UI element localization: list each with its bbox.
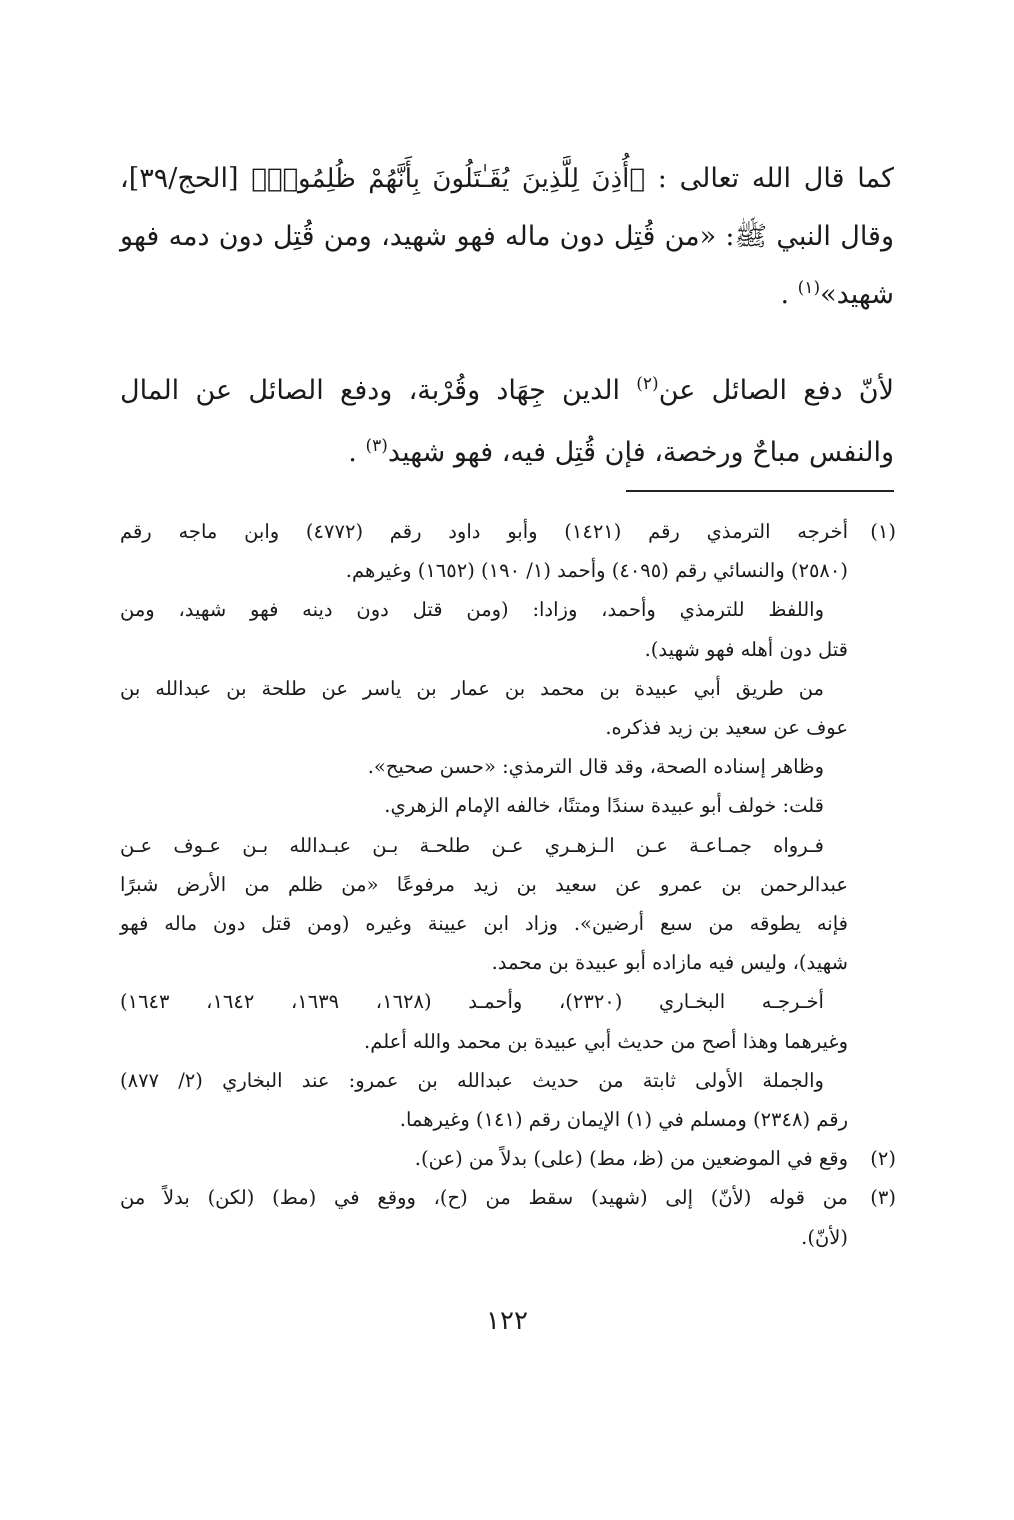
footnote-1-line: قلت: خولف أبو عبيدة سندًا ومتنًا، خالفه الإمام الزهري.	[384, 794, 824, 818]
footnote-2-number: (٢)	[870, 1147, 896, 1171]
footnote-separator	[626, 490, 894, 492]
paragraph-2-end: .	[348, 437, 366, 468]
footnote-1-line: عوف عن سعيد بن زيد فذكره.	[605, 716, 848, 740]
footnote-2-line: وقع في الموضعين من (ظ، مط) (على) بدلاً من (عن).	[414, 1147, 848, 1171]
footnote-1-line: (٢٥٨٠) والنسائي رقم (٤٠٩٥) وأحمد (١/ ١٩٠) (١٦٥٢) وغيرهم.	[345, 559, 848, 583]
footnote-1-line: أخـرجـه البخـاري (٢٣٢٠)، وأحمـد (١٦٢٨، ١٦٣٩، ١٦٤٢، ١٦٤٣)	[120, 990, 824, 1014]
footnote-1-line: وغيرهما وهذا أصح من حديث أبي عبيدة بن محمد والله أعلم.	[364, 1029, 848, 1053]
paragraph-2-part-2: الدين جِهَاد وقُرْبة، ودفع الصائل عن المال والنفس مباحٌ ورخصة، فإن قُتِل فيه، فهو شهيد	[120, 375, 894, 468]
footnote-2-body	[120, 1139, 848, 1178]
footnote-3-line: من قوله (لأنّ) إلى (شهيد) سقط من (ح)، ووقع في (مط) (لكن) بدلاً من	[120, 1186, 848, 1210]
footnote-3-line: (لأنّ).	[801, 1225, 848, 1249]
footnote-1-line: فـرواه جمـاعـة عـن الـزهـري عـن طلحـة بـن عبـدالله بـن عـوف عـن	[120, 833, 824, 857]
footnote-1-line: فإنه يطوقه من سبع أرضين». وزاد ابن عيينة وغيره (ومن قتل دون ماله فهو	[120, 912, 848, 936]
footnote-3	[120, 1178, 896, 1256]
paragraph-1-end: .	[780, 279, 798, 310]
footnote-1-line: واللفظ للترمذي وأحمد، وزادا: (ومن قتل دون دينه فهو شهيد، ومن	[120, 598, 824, 622]
footnote-ref-1[interactable]: (١)	[797, 278, 821, 298]
paragraph-1-prefix: كما قال الله تعالى :	[644, 163, 894, 194]
footnote-1-line: وظاهر إسناده الصحة، وقد قال الترمذي: «حسن صحيح».	[367, 755, 824, 779]
paragraph-2-part-1: لأنّ دفع الصائل عن	[658, 375, 894, 406]
footnote-1-line: والجملة الأولى ثابتة من حديث عبدالله بن عمرو: عند البخاري (٢/ ٨٧٧)	[120, 1068, 824, 1092]
footnote-1-line: أخرجه الترمذي رقم (١٤٢١) وأبو داود رقم (٤٧٧٢) وابن ماجه رقم	[120, 520, 849, 543]
main-paragraph-2	[120, 360, 894, 484]
footnote-3-body	[120, 1178, 848, 1256]
footnote-3-number: (٣)	[870, 1186, 896, 1210]
footnote-2	[120, 1139, 896, 1178]
quran-verse: ﴿أُذِنَ لِلَّذِينَ يُقَـٰتَلُونَ بِأَنَّهُمْ ظُلِمُوا۟﴾	[251, 164, 645, 194]
main-paragraph-1	[120, 150, 894, 324]
footnotes	[120, 512, 896, 1257]
footnote-1-body	[120, 512, 848, 1139]
footnote-ref-2[interactable]: (٢)	[636, 374, 659, 394]
paragraph-1-text: [الحج/٣٩]، وقال النبي ﷺ: «من قُتِل دون ماله فهو شهيد، ومن قُتِل دون دمه فهو شهيد»	[120, 163, 894, 310]
footnote-1-line: رقم (٢٣٤٨) ومسلم في (١) الإيمان رقم (١٤١) وغيرهما.	[399, 1108, 848, 1132]
footnote-1-number: (١)	[870, 520, 896, 543]
page-number: ١٢٢	[486, 1306, 528, 1336]
footnote-ref-3[interactable]: (٣)	[365, 436, 388, 456]
footnote-1	[120, 512, 896, 1139]
footnote-1-line: قتل دون أهله فهو شهيد).	[644, 637, 848, 661]
footnote-1-line: شهيد)، وليس فيه مازاده أبو عبيدة بن محمد.	[491, 951, 848, 975]
footnote-1-line: عبدالرحمن بن عمرو عن سعيد بن زيد مرفوعًا «من ظلم من الأرض شبرًا	[120, 872, 848, 896]
footnote-1-line: من طريق أبي عبيدة بن محمد بن عمار بن ياسر عن طلحة بن عبدالله بن	[120, 676, 824, 700]
